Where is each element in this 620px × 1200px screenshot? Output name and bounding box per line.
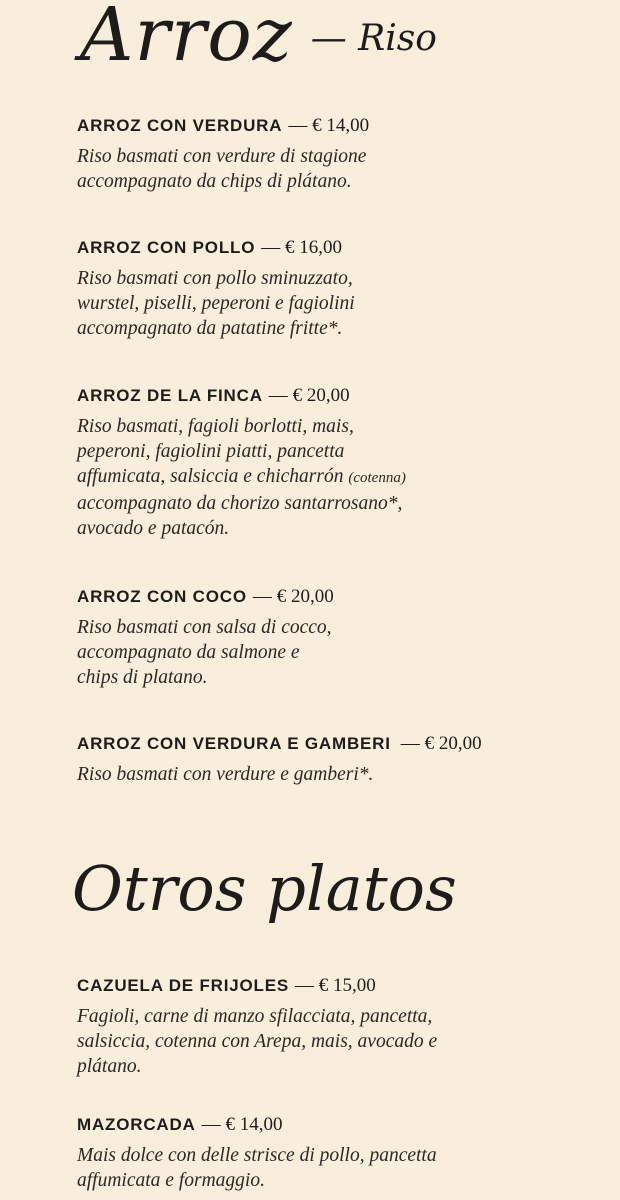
menu-item-description: Riso basmati con verdure di stagione accompagnato da chips di plátano.: [77, 146, 367, 192]
item-price: € 20,00: [424, 733, 482, 754]
menu-item-mazorcada: [77, 1115, 597, 1193]
menu-item-description: Riso basmati con pollo sminuzzato, wurstel, piselli, peperoni e fagiolini accompagnato da patatine fritte*.: [77, 268, 355, 339]
item-price: € 14,00: [225, 1114, 283, 1135]
menu-item-title: ARROZ CON COCO — € 20,00: [77, 586, 334, 607]
menu-item-arroz-con-coco: [77, 587, 597, 690]
menu-item-description: Mais dolce con delle strisce di pollo, pancetta affumicata e formaggio.: [77, 1145, 437, 1191]
menu-item-title: ARROZ CON POLLO — € 16,00: [77, 237, 343, 258]
menu-item-description: Riso basmati con verdure e gamberi*.: [77, 764, 374, 785]
menu-item-arroz-con-pollo: [77, 238, 597, 341]
section-title-otros-platos: Otros platos: [72, 852, 457, 925]
menu-item-title: ARROZ DE LA FINCA — € 20,00: [77, 385, 350, 406]
item-price: € 20,00: [276, 586, 334, 607]
section-title-arroz: Arroz — Riso: [80, 0, 437, 78]
item-price: € 16,00: [285, 237, 343, 258]
item-note: (cotenna): [348, 470, 406, 486]
item-price: € 15,00: [318, 975, 376, 996]
menu-item-title: MAZORCADA — € 14,00: [77, 1114, 283, 1135]
menu-item-arroz-de-la-finca: [77, 386, 597, 541]
menu-item-cazuela-de-frijoles: [77, 976, 597, 1079]
item-price: € 14,00: [312, 115, 370, 136]
menu-item-arroz-con-verdura: [77, 116, 597, 194]
menu-item-title: CAZUELA DE FRIJOLES — € 15,00: [77, 975, 376, 996]
menu-item-description: Riso basmati, fagioli borlotti, mais, peperoni, fagiolini piatti, pancetta affumicata, salsiccia e chicharrón (cotenna) accompagnato da chorizo santarrosano*, avocado e patacón.: [77, 416, 406, 539]
section-subtitle-riso: — Riso: [310, 18, 437, 59]
menu-item-description: Riso basmati con salsa di cocco, accompagnato da salmone e chips di platano.: [77, 617, 332, 688]
menu-item-title: ARROZ CON VERDURA E GAMBERI — € 20,00: [77, 733, 482, 754]
menu-item-description: Fagioli, carne di manzo sfilacciata, pancetta, salsiccia, cotenna con Arepa, mais, avocado e plátano.: [77, 1006, 438, 1077]
menu-item-title: ARROZ CON VERDURA — € 14,00: [77, 115, 370, 136]
menu-item-arroz-con-verdura-e-gamberi: [77, 734, 597, 787]
item-price: € 20,00: [292, 385, 350, 406]
